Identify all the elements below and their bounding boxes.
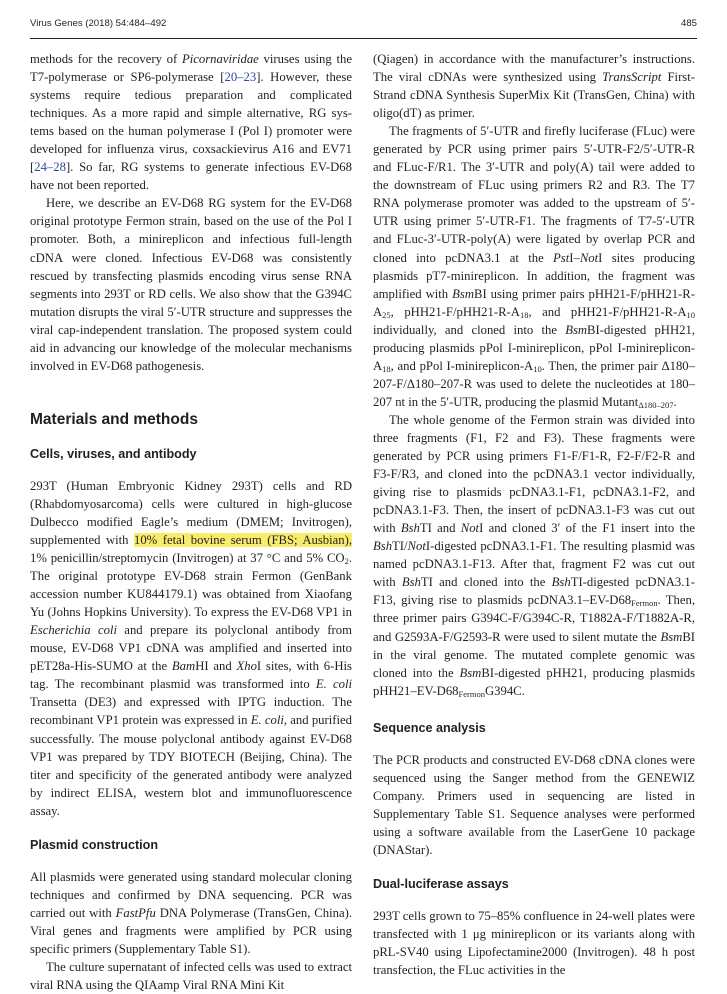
citation-link[interactable]: 20–23 <box>224 70 257 85</box>
running-head <box>30 18 697 32</box>
highlighted-text: 10% fetal bovine serum (FBS; Ausbian), <box>133 532 353 547</box>
cdna-paragraph: (Qiagen) in accordance with the manufacturer’s instructions. The viral cDNAs were synthesized using TransScript First-Strand cDNA Synthesis SuperMix Kit (TransGen, China) with oligo(dT) as primer. <box>373 52 695 121</box>
subsection-heading: Dual-luciferase assays <box>373 876 509 891</box>
minireplicon-paragraph: The fragments of 5′-UTR and firefly luciferase (FLuc) were generated by PCR using primer pairs 5′-UTR-F2/5′-UTR-R and FLuc-F/R1. The 3′-UTR and poly(A) tail were added to the downstream of FLuc using primers R2 and R3. The T7 RNA polymerase promoter was added to the upstream of 5′-UTR using primer 5′-UTR-F1. The fragments of T7-5′-UTR and FLuc-3′-UTR-poly(A) were ligated by overlap PCR and cloned into pcDNA3.1 at the PstI–NotI sites producing plasmids pT7-minireplicon. In addition, the fragment was amplified with BsmBI using primer pairs $pHH21-F/pHH21-R-A_{25}$, $pHH21-F/pHH21-R-A_{18}$, and $pHH21-F/pHH21-R-A_{10}$ individually, and cloned into the BsmBI-digested pHH21, producing plasmids pPol I-minireplicon, pPol $I-minireplicon-A_{18}$, and pPol $I-minireplicon-A_{10}$. Then, the primer pair Δ180–207-F/Δ180–207-R was used to delete the nucleotides at 180–207 nt in the 5′-UTR, producing the plasmid Mutant$_{\Delta 180-207}$. <box>373 124 695 410</box>
header-rule <box>30 38 697 39</box>
subsection-heading: Plasmid construction <box>30 837 159 852</box>
cells-paragraph: 293T (Human Embryonic Kidney 293T) cells and RD (Rhabdomyosarcoma) cells were cultured in high-glucose Dulbecco modified Eagle’s medium (DMEM; Invitrogen), supplemented with 10% fetal bovine serum (FBS; Ausbian), 1% penicillin/streptomycin (Invitrogen) at 37 °C and 5% $CO_2$. The original prototype EV-D68 strain Fermon (GenBank accession number KU844179.1) was obtained from Xiaofang Yu (Johns Hopkins University). To express the EV-D68 VP1 in Escherichia coli and prepare its polyclonal antibody from mouse, EV-D68 VP1 cDNA was amplified and inserted into pET28a-His-SUMO at the BamHI and XhoI sites, with 6-His tag. The recombinant plasmid was transformed into E. coli Transetta (DE3) and expressed with IPTG induction. The recombinant VP1 protein was expressed in E. coli, and purified successfully. The mouse polyclonal antibody against EV-D68 VP1 was prepared by TDY BIOTECH (Beijing, China). The titer and specificity of the generated antibody were analyzed by indirect ELISA, western blot and immunofluorescence assay. <box>30 478 353 818</box>
right-column <box>373 50 695 979</box>
journal-citation: Virus Genes (2018) 54:484–492 <box>30 18 167 29</box>
intro-paragraph-continued: methods for the recovery of Picornaviridae viruses using the T7-polymerase or SP6-polymerase [20–23]. However, these systems require tedious preparation and complicated techniques. As a more rapid and simple alternative, RG sys-tems based on the human polymerase I (Pol I) promoter were developed for influenza virus, coxsackievirus A16 and EV71 [24–28]. So far, RG systems to generate infectious EV-D68 have not been reported. <box>30 52 353 193</box>
subsection-heading: Sequence analysis <box>373 720 486 735</box>
page-number: 485 <box>680 18 697 29</box>
citation-link[interactable]: 24–28 <box>34 160 66 175</box>
luciferase-paragraph: 293T cells grown to 75–85% confluence in 24-well plates were transfected with 1 μg minireplicon or its variants along with pRL-SV40 using Lipofectamine2000 (Invitrogen). 48 h post transfection, the FLuc activities in the <box>373 908 695 978</box>
left-column <box>30 50 352 994</box>
rna-extraction-paragraph: The culture supernatant of infected cells was used to extract viral RNA using the QIAamp Viral RNA Mini Kit <box>30 959 352 993</box>
intro-paragraph: Here, we describe an EV-D68 RG system for the EV-D68 original prototype Fermon strain, based on the use of the Pol I promoter. Both, a minireplicon and infectious full-length cDNA were cloned. Infectious EV-D68 was consistently rescued by transfecting plasmids encoding virus sense RNA segments into 293T or RD cells. We also show that the G394C mutation disrupts the viral 5′-UTR structure and suppresses the viral cap-independent translation. The proposed system could aid in advancing our knowledge of the molecular mechanisms involved in EV-D68 pathogenesis. <box>30 196 352 373</box>
subsection-heading: Cells, viruses, and antibody <box>30 446 197 461</box>
plasmid-paragraph: All plasmids were generated using standard molecular cloning techniques and confirmed by DNA sequencing. PCR was carried out with FastPfu DNA Polymerase (TransGen, China). Viral genes and fragments were amplified by PCR using specific primers (Supplementary Table S1). <box>30 869 352 956</box>
sequence-paragraph: The PCR products and constructed EV-D68 cDNA clones were sequenced using the Sanger method from the GENEWIZ Company. Primers used in sequencing are listed in Supplementary Table S1. Sequence analyses were performed using a software available from the LaserGene 10 package (DNAStar). <box>373 752 695 857</box>
section-heading: Materials and methods <box>30 410 198 428</box>
genome-cloning-paragraph: The whole genome of the Fermon strain was divided into three fragments (F1, F2 and F3). These fragments were generated by PCR using primers F1-F/F1-R, F2-F/F2-R and F3-F/R3, and cloned into the pcDNA3.1 vector individually, giving rise to plasmids pcDNA3.1-F1, pcDNA3.1-F2, and pcDNA3.1-F3. Then, the insert of pcDNA3.1-F3 was cut out with BshTI and NotI and cloned 3′ of the F1 insert into the BshTI/NotI-digested pcDNA3.1-F1. The resulting plasmid was named pcDNA3.1-F13. After that, fragment F2 was cut out with BshTI and cloned into the BshTI-digested pcDNA3.1-F13, giving rise to plasmids $pcDNA3.1-EV-D68_{Fermon}$. Then, three primer pairs G394C-F/G394C-R, T1882A-F/T1882A-R, and G2593A-F/G2593-R were used to silent mutate the BsmBI in the viral genome. The mutated complete genomic was cloned into the BsmBI-digested pHH21, producing plasmids $pHH21-EV-D68_{Fermon}G394C$. <box>373 412 696 699</box>
